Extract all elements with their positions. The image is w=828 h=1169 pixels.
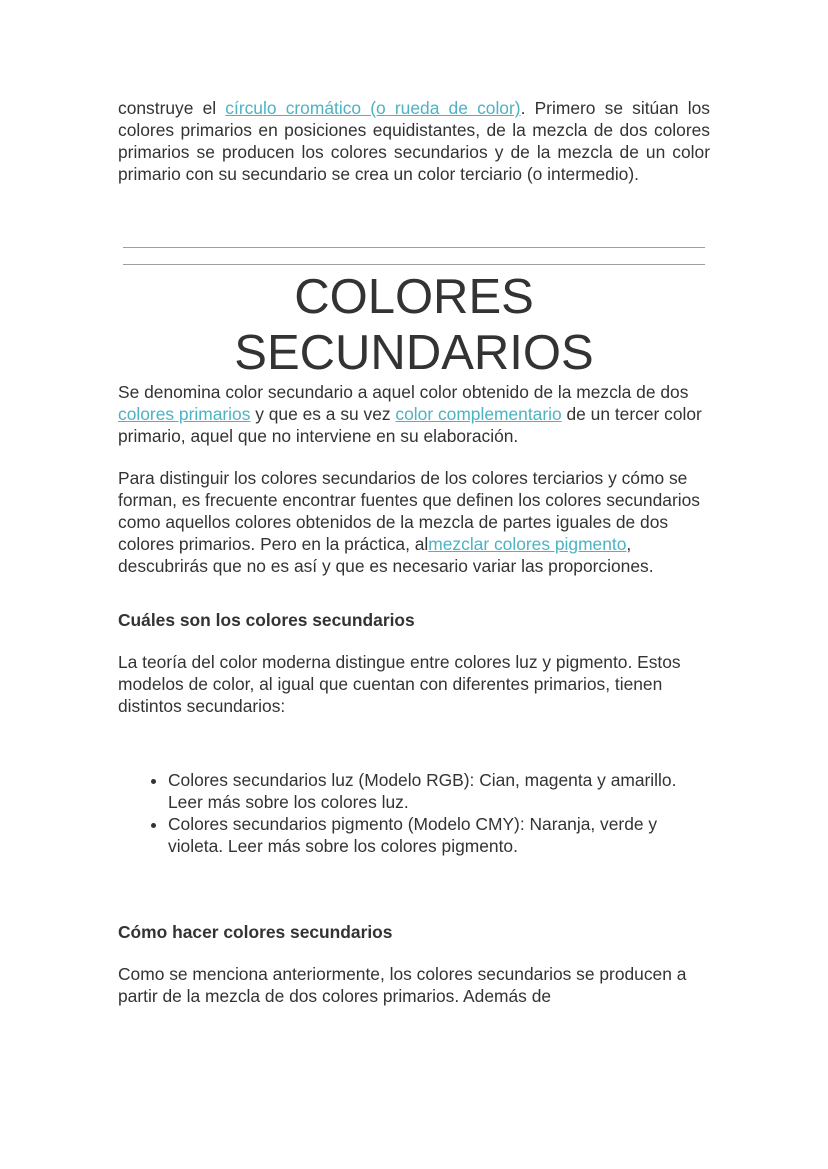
list-item: • Colores secundarios luz (Modelo RGB): Cian, magenta y amarillo. Leer más sobre los colores luz. (168, 769, 710, 813)
secondary-colors-list (118, 769, 710, 857)
definition-text-2: y que es a su vez (250, 404, 396, 424)
complementary-color-link[interactable]: color complementario (395, 404, 562, 424)
primary-colors-link[interactable]: colores primarios (118, 404, 251, 424)
intro-text-end: . Primero se sitúan los colores primarios en posiciones equidistantes, de la mezcla de dos colores primarios se producen los colores secundarios y de la mezcla de un color primario con su secundario se crea un color terciario (o intermedio). (118, 98, 710, 184)
distinguish-paragraph (118, 467, 710, 577)
title-line-2: SECUNDARIOS (234, 326, 594, 380)
how-to-paragraph: Como se menciona anteriormente, los colores secundarios se producen a partir de la mezcla de dos colores primarios. Además de (118, 964, 687, 1006)
title-line-1: COLORES (294, 270, 534, 324)
color-wheel-link[interactable]: círculo cromático (o rueda de color) (225, 98, 521, 118)
definition-text-1: Se denomina color secundario a aquel color obtenido de la mezcla de dos (118, 382, 689, 402)
section-heading-which: Cuáles son los colores secundarios (118, 610, 415, 630)
list-item: • Colores secundarios pigmento (Modelo CMY): Naranja, verde y violeta. Leer más sobre los colores pigmento. (168, 813, 710, 857)
section-heading-how: Cómo hacer colores secundarios (118, 922, 393, 942)
color-theory-paragraph: La teoría del color moderna distingue entre colores luz y pigmento. Estos modelos de color, al igual que cuentan con diferentes primarios, tienen distintos secundarios: (118, 652, 681, 716)
intro-paragraph (118, 97, 710, 185)
distinguish-text-2: , descubrirás que no es así y que es necesario variar las proporciones. (118, 534, 654, 576)
intro-text-start: construye el (118, 98, 226, 118)
distinguish-text-1: Para distinguir los colores secundarios de los colores terciarios y cómo se forman, es frecuente encontrar fuentes que definen los colores secundarios como aquellos colores obtenidos de la mezcla de partes iguales de dos colores primarios. Pero en la práctica, al (118, 468, 700, 554)
document-body (118, 97, 710, 1007)
mix-pigment-colors-link[interactable]: mezclar colores pigmento (428, 534, 627, 554)
page-title (118, 269, 710, 381)
definition-paragraph (118, 381, 710, 447)
definition-text-3: de un tercer color primario, aquel que no interviene en su elaboración. (118, 404, 702, 446)
